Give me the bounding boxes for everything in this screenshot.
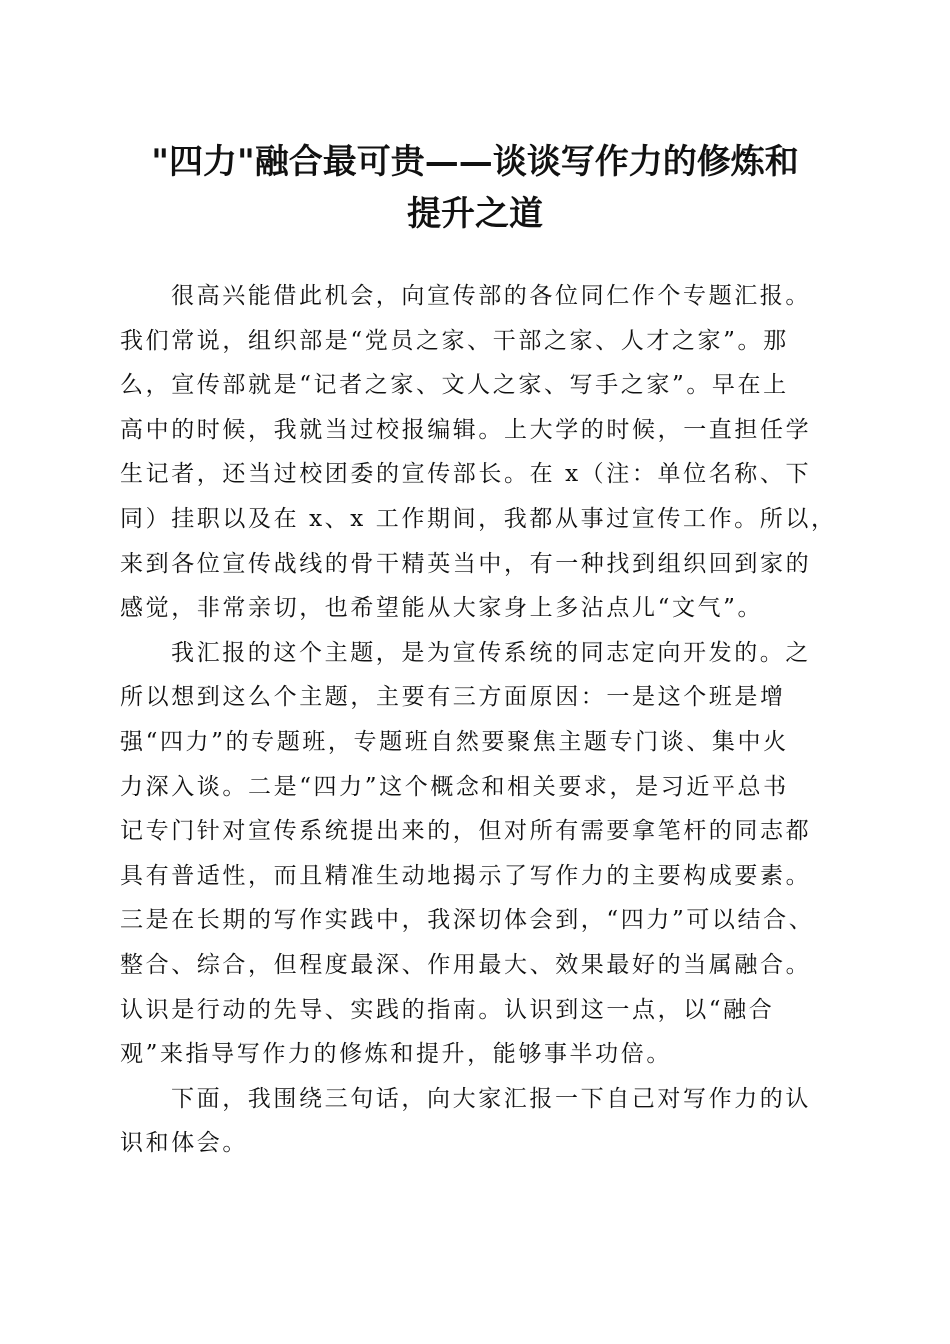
paragraph-2-line: 力深入谈。二是“四力”这个概念和相关要求，是习近平总书: [120, 773, 789, 800]
paragraph-1-line: 高中的时候，我就当过校报编辑。上大学的时候，一直担任学: [120, 416, 812, 443]
paragraph-2-line: 观”来指导写作力的修炼和提升，能够事半功倍。: [120, 1041, 672, 1068]
paragraph-2-line: 整合、综合，但程度最深、作用最大、效果最好的当属融合。: [120, 951, 812, 978]
document-body: [120, 274, 840, 1166]
paragraph-2-line: 认识是行动的先导、实践的指南。认识到这一点，以“融合: [120, 996, 775, 1023]
paragraph-3-line: 下面，我围绕三句话，向大家汇报一下自己对写作力的认: [171, 1085, 811, 1112]
paragraph-1-line: 么，宣传部就是“记者之家、文人之家、写手之家”。早在上: [120, 372, 789, 399]
paragraph-2-line: 具有普适性，而且精准生动地揭示了写作力的主要构成要素。: [120, 862, 812, 889]
title-line: 提升之道: [407, 194, 543, 234]
paragraph-2-line: 三是在长期的写作实践中，我深切体会到，“四力”可以结合、: [120, 907, 815, 934]
paragraph-2-line: 记专门针对宣传系统提出来的，但对所有需要拿笔杆的同志都: [120, 818, 812, 845]
paragraph-1-line: 同）挂职以及在 x、x 工作期间，我都从事过宣传工作。所以，: [120, 505, 837, 532]
title-line: "四力"融合最可贵——谈谈写作力的修炼和: [151, 142, 799, 182]
paragraph-1-line: 很高兴能借此机会，向宣传部的各位同仁作个专题汇报。: [171, 283, 811, 309]
paragraph-1-line: 生记者，还当过校团委的宣传部长。在 x（注：单位名称、下: [120, 461, 812, 488]
paragraph-2-line: 所以想到这么个主题，主要有三方面原因：一是这个班是增: [120, 684, 786, 711]
document-title: [100, 136, 850, 240]
paragraph-1-line: 感觉，非常亲切，也希望能从大家身上多沾点儿“文气”。: [120, 595, 764, 622]
paragraph-1-line: 我们常说，组织部是“党员之家、干部之家、人才之家”。那: [120, 327, 789, 354]
paragraph-2-line: 我汇报的这个主题，是为宣传系统的同志定向开发的。之: [171, 639, 811, 666]
paragraph-1-line: 来到各位宣传战线的骨干精英当中，有一种找到组织回到家的: [120, 550, 812, 577]
paragraph-2-line: 强“四力”的专题班，专题班自然要聚焦主题专门谈、集中火: [120, 728, 789, 755]
paragraph-3-line: 识和体会。: [120, 1130, 248, 1157]
